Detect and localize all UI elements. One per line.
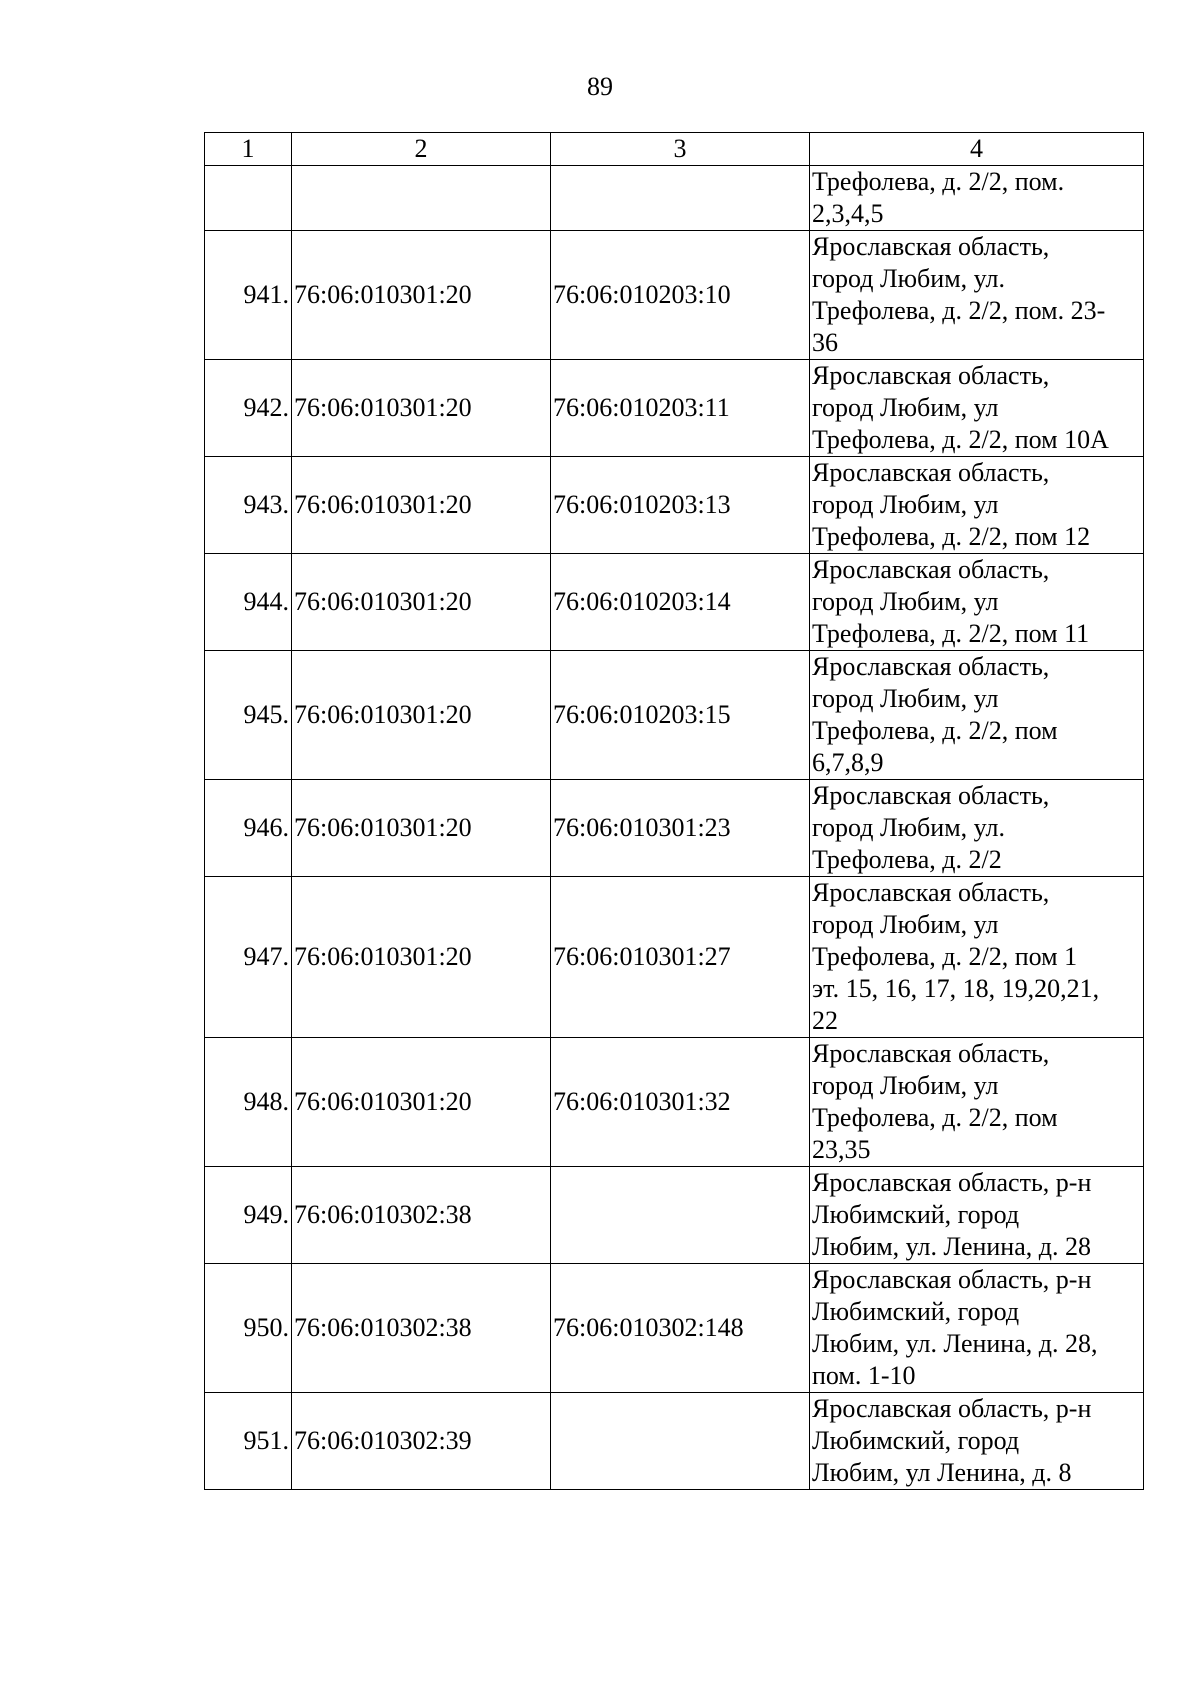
address-cell: Ярославская область, город Любим, ул Трефолева, д. 2/2, пом 23,35 [810, 1038, 1144, 1167]
row-number: 948. [205, 1038, 292, 1167]
table-row [205, 1393, 1144, 1490]
address-cell: Трефолева, д. 2/2, пом. 2,3,4,5 [810, 166, 1144, 231]
parcel-cadastral-number: 76:06:010301:20 [292, 780, 551, 877]
row-number: 944. [205, 554, 292, 651]
parcel-cadastral-number: 76:06:010301:20 [292, 554, 551, 651]
parcel-cadastral-number: 76:06:010301:20 [292, 360, 551, 457]
parcel-cadastral-number: 76:06:010301:20 [292, 457, 551, 554]
table-row [205, 877, 1144, 1038]
address-cell: Ярославская область, город Любим, ул Трефолева, д. 2/2, пом 12 [810, 457, 1144, 554]
object-cadastral-number [551, 166, 810, 231]
row-number [205, 166, 292, 231]
object-cadastral-number: 76:06:010203:14 [551, 554, 810, 651]
table-row [205, 780, 1144, 877]
row-number: 945. [205, 651, 292, 780]
address-cell: Ярославская область, город Любим, ул Трефолева, д. 2/2, пом 10А [810, 360, 1144, 457]
object-cadastral-number: 76:06:010302:148 [551, 1264, 810, 1393]
address-cell: Ярославская область, р-н Любимский, город Любим, ул Ленина, д. 8 [810, 1393, 1144, 1490]
column-header: 1 [205, 133, 292, 166]
object-cadastral-number [551, 1167, 810, 1264]
address-cell: Ярославская область, р-н Любимский, город Любим, ул. Ленина, д. 28 [810, 1167, 1144, 1264]
object-cadastral-number: 76:06:010203:10 [551, 231, 810, 360]
object-cadastral-number: 76:06:010203:11 [551, 360, 810, 457]
row-number: 941. [205, 231, 292, 360]
table-row [205, 457, 1144, 554]
parcel-cadastral-number: 76:06:010301:20 [292, 877, 551, 1038]
address-cell: Ярославская область, город Любим, ул. Трефолева, д. 2/2, пом. 23- 36 [810, 231, 1144, 360]
parcel-cadastral-number [292, 166, 551, 231]
address-cell: Ярославская область, р-н Любимский, город Любим, ул. Ленина, д. 28, пом. 1-10 [810, 1264, 1144, 1393]
column-header: 4 [810, 133, 1144, 166]
parcel-cadastral-number: 76:06:010301:20 [292, 651, 551, 780]
row-number: 949. [205, 1167, 292, 1264]
table-header-row [205, 133, 1144, 166]
address-cell: Ярославская область, город Любим, ул. Трефолева, д. 2/2 [810, 780, 1144, 877]
address-cell: Ярославская область, город Любим, ул Трефолева, д. 2/2, пом 6,7,8,9 [810, 651, 1144, 780]
table-row [205, 554, 1144, 651]
table-row [205, 651, 1144, 780]
object-cadastral-number: 76:06:010203:13 [551, 457, 810, 554]
row-number: 951. [205, 1393, 292, 1490]
row-number: 946. [205, 780, 292, 877]
row-number: 943. [205, 457, 292, 554]
registry-table [204, 132, 1144, 1490]
table-row [205, 1264, 1144, 1393]
table-row [205, 1167, 1144, 1264]
address-cell: Ярославская область, город Любим, ул Трефолева, д. 2/2, пом 11 [810, 554, 1144, 651]
parcel-cadastral-number: 76:06:010301:20 [292, 1038, 551, 1167]
row-number: 950. [205, 1264, 292, 1393]
column-header: 2 [292, 133, 551, 166]
table-row [205, 1038, 1144, 1167]
row-number: 947. [205, 877, 292, 1038]
table-row [205, 166, 1144, 231]
object-cadastral-number: 76:06:010301:23 [551, 780, 810, 877]
table-row [205, 360, 1144, 457]
object-cadastral-number: 76:06:010301:32 [551, 1038, 810, 1167]
object-cadastral-number: 76:06:010301:27 [551, 877, 810, 1038]
parcel-cadastral-number: 76:06:010302:38 [292, 1167, 551, 1264]
page-number: 89 [587, 72, 613, 101]
address-cell: Ярославская область, город Любим, ул Трефолева, д. 2/2, пом 1 эт. 15, 16, 17, 18, 19,20,21, 22 [810, 877, 1144, 1038]
parcel-cadastral-number: 76:06:010301:20 [292, 231, 551, 360]
parcel-cadastral-number: 76:06:010302:38 [292, 1264, 551, 1393]
parcel-cadastral-number: 76:06:010302:39 [292, 1393, 551, 1490]
column-header: 3 [551, 133, 810, 166]
object-cadastral-number: 76:06:010203:15 [551, 651, 810, 780]
row-number: 942. [205, 360, 292, 457]
object-cadastral-number [551, 1393, 810, 1490]
table-row [205, 231, 1144, 360]
